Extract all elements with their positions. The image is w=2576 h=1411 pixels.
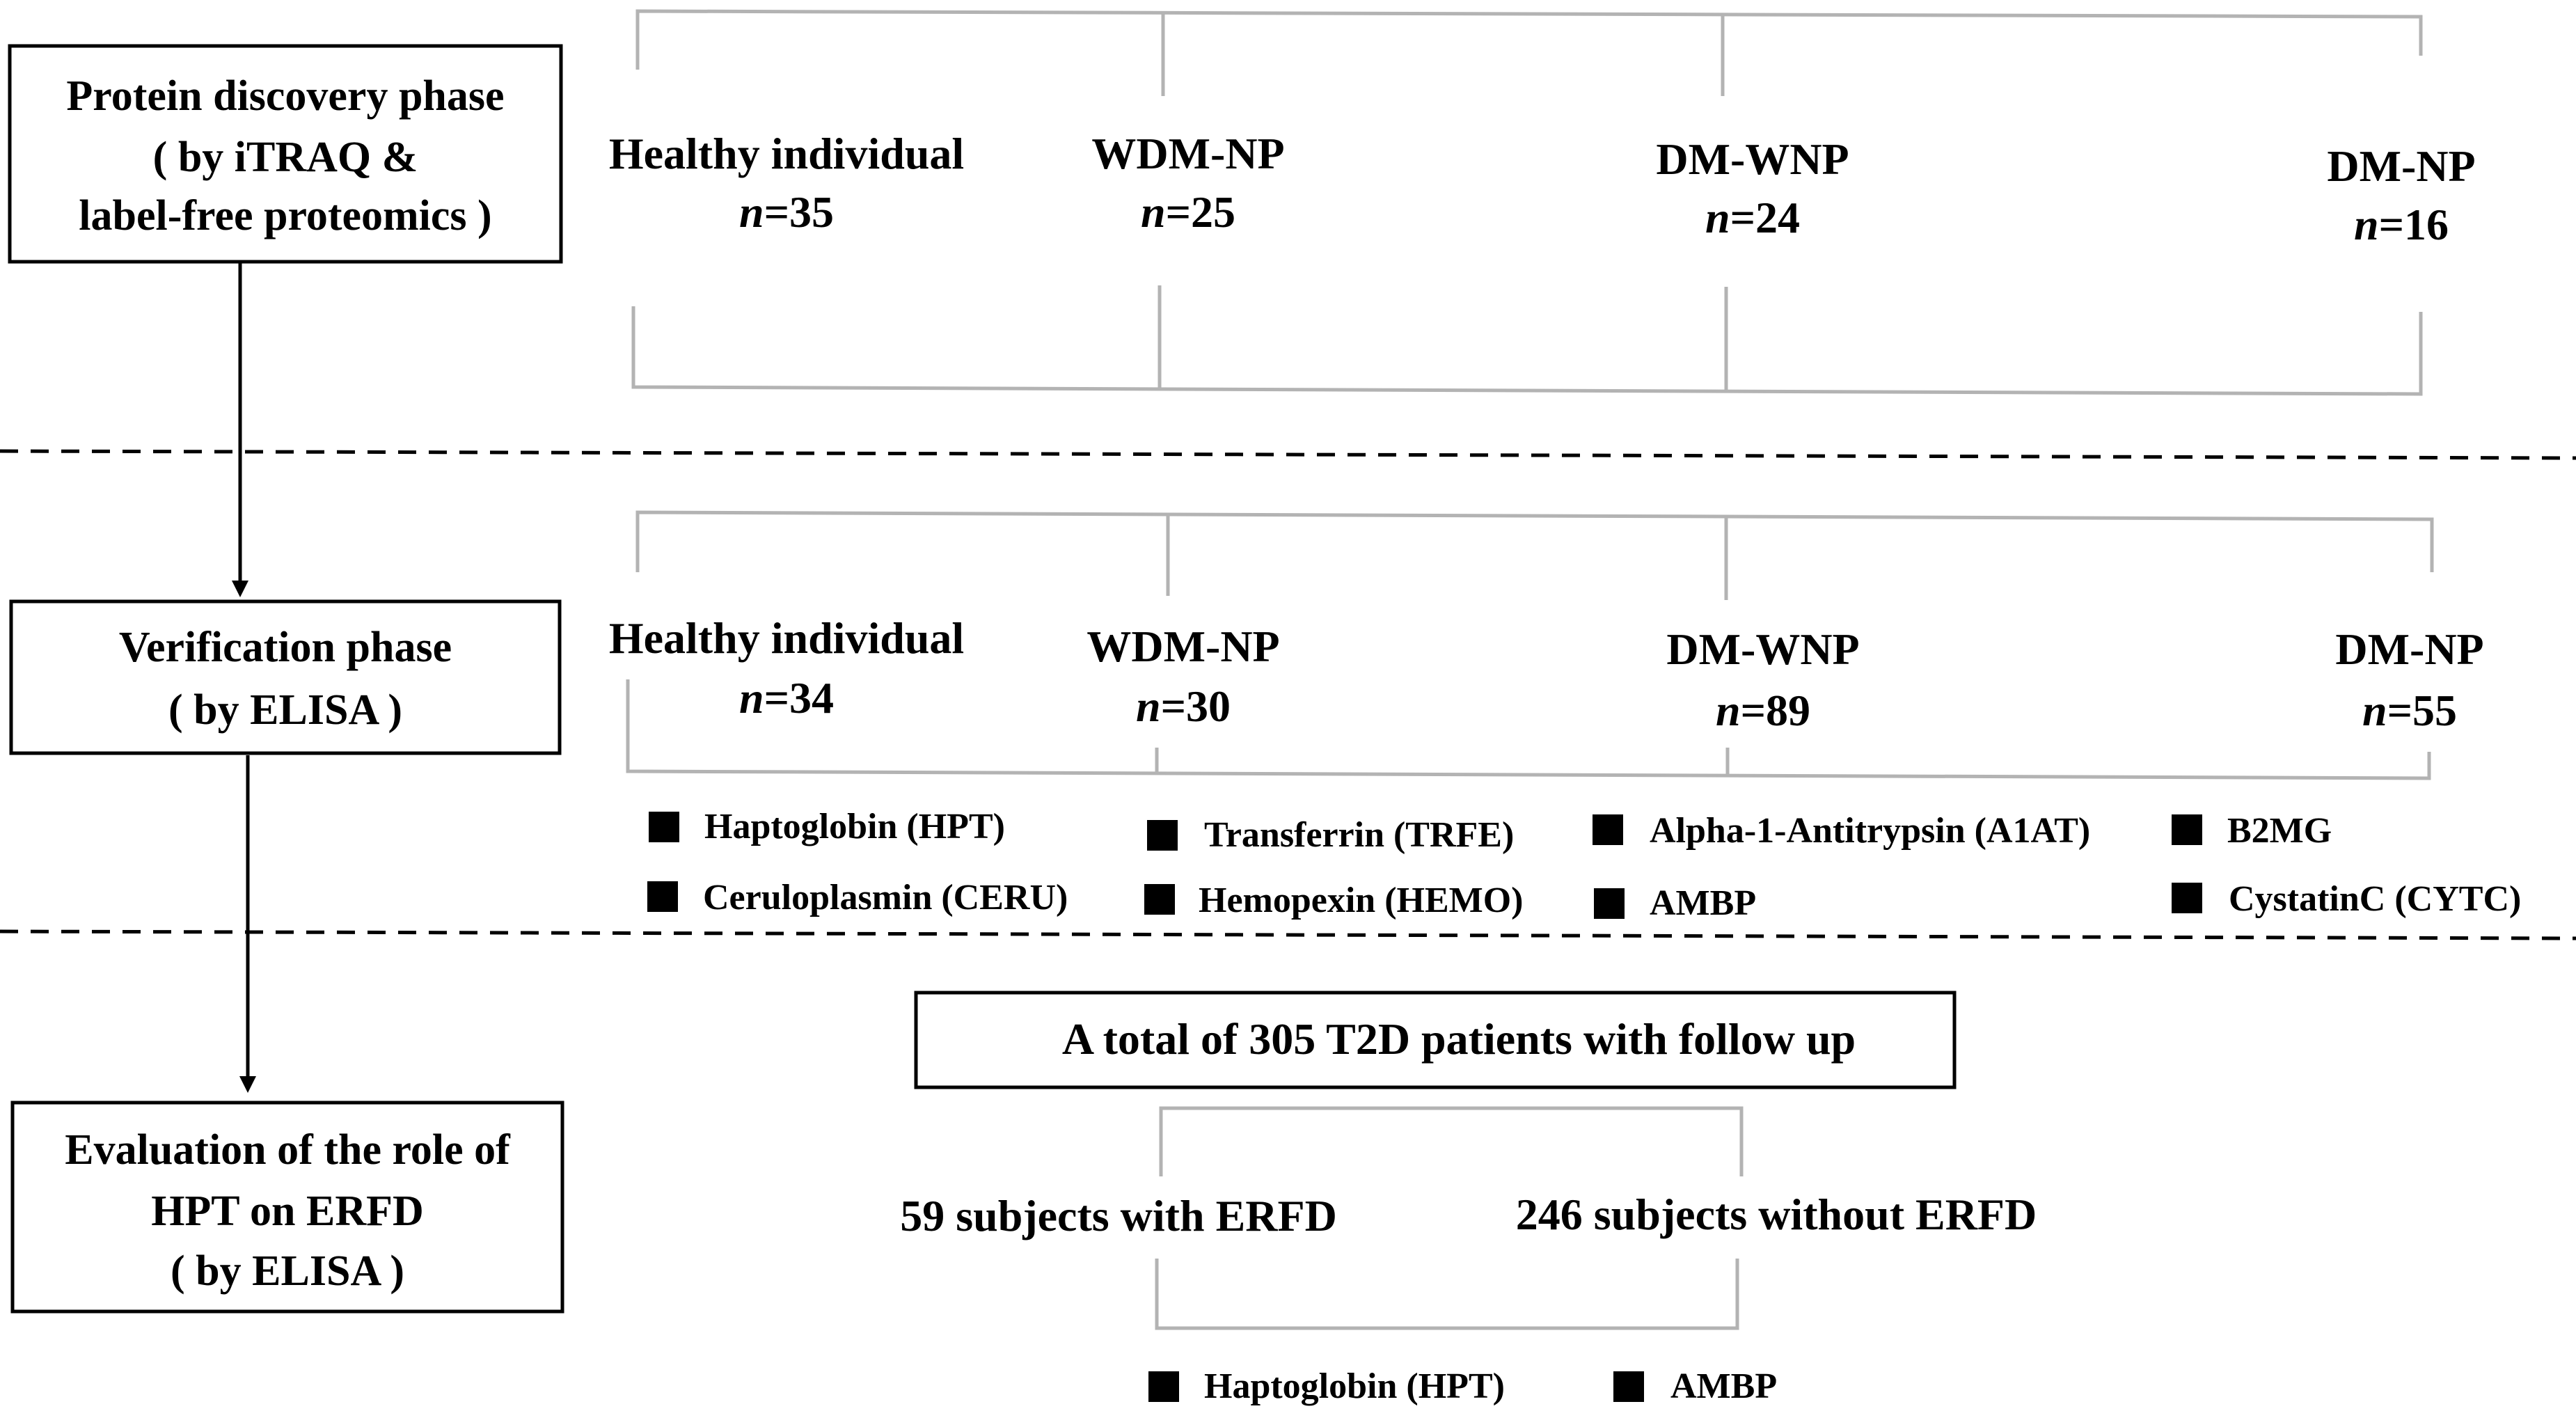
bullet-square-icon [649, 812, 679, 842]
protein-label: Haptoglobin (HPT) [704, 807, 1005, 846]
protein-label: AMBP [1650, 883, 1757, 923]
bullet-square-icon [1147, 820, 1178, 851]
group-n: n=30 [1135, 681, 1231, 731]
group-n: n=55 [2362, 686, 2458, 735]
separator-line-1 [0, 451, 2576, 458]
group-n: n=16 [2353, 200, 2449, 249]
protein-label: CystatinC (CYTC) [2229, 879, 2522, 919]
protein-label: Ceruloplasmin (CERU) [703, 878, 1068, 917]
arrow-discovery-to-verification [232, 263, 248, 597]
discovery-group-dm-wnp [1656, 134, 1849, 242]
group-name: WDM-NP [1086, 622, 1280, 671]
protein-label: Haptoglobin (HPT) [1204, 1366, 1505, 1406]
phase-verification-line1: Verification phase [118, 624, 452, 671]
verification-group-wdm-np [1086, 622, 1279, 731]
with-erfd-label: 59 subjects with ERFD [900, 1191, 1337, 1240]
phase-discovery-line1: Protein discovery phase [66, 72, 505, 120]
phase-discovery-line2: ( by iTRAQ & [152, 134, 418, 181]
bullet-square-icon [2172, 814, 2202, 845]
protein-item-ceru [647, 878, 1068, 917]
protein-item-hpt [1148, 1366, 1505, 1406]
verification-group-healthy [609, 613, 964, 723]
protein-item-ambp [1613, 1366, 1777, 1406]
protein-label: Hemopexin (HEMO) [1199, 881, 1524, 920]
total-patients-box [916, 993, 1954, 1087]
group-name: Healthy individual [608, 613, 965, 663]
bullet-square-icon [1613, 1371, 1644, 1402]
protein-label: Transferrin (TRFE) [1204, 815, 1515, 855]
group-n: n=89 [1715, 686, 1811, 735]
phase-discovery-line3: label-free proteomics ) [79, 192, 492, 239]
phase-evaluation-line3: ( by ELISA ) [171, 1247, 404, 1295]
protein-item-a1at [1593, 811, 2090, 851]
separator-line-2 [0, 931, 2576, 938]
discovery-group-wdm-np [1091, 129, 1284, 237]
phase-evaluation-line2: HPT on ERFD [151, 1188, 424, 1235]
protein-item-trfe [1147, 815, 1514, 855]
phase-box-verification [11, 601, 560, 753]
group-n: n=25 [1140, 187, 1236, 237]
protein-item-hpt [649, 807, 1005, 846]
bullet-square-icon [1594, 888, 1625, 919]
bullet-square-icon [647, 881, 678, 912]
discovery-bracket [633, 11, 2421, 394]
bullet-square-icon [2172, 883, 2202, 913]
phase-box-evaluation [13, 1103, 562, 1311]
phase-verification-line2: ( by ELISA ) [168, 686, 402, 734]
discovery-group-dm-np [2327, 141, 2475, 249]
verification-group-dm-wnp [1666, 624, 1859, 735]
phase-evaluation-line1: Evaluation of the role of [65, 1126, 510, 1174]
arrow-verification-to-evaluation [239, 755, 256, 1093]
protein-item-hemo [1144, 881, 1524, 920]
discovery-group-healthy [609, 129, 964, 237]
protein-label: Alpha-1-Antitrypsin (A1AT) [1650, 811, 2091, 851]
bullet-square-icon [1593, 814, 1623, 845]
bullet-square-icon [1144, 884, 1175, 915]
protein-label: AMBP [1670, 1366, 1778, 1406]
group-name: DM-NP [2327, 141, 2476, 191]
group-n: n=35 [738, 187, 835, 237]
protein-item-ambp [1594, 883, 1756, 923]
total-patients-label: A total of 305 T2D patients with follow up [1061, 1014, 1856, 1064]
group-n: n=34 [738, 673, 835, 723]
verification-protein-list [647, 807, 2521, 923]
protein-item-b2mg [2172, 811, 2332, 851]
phase-box-discovery [10, 46, 561, 262]
evaluation-protein-list [1148, 1366, 1777, 1406]
group-name: WDM-NP [1091, 129, 1285, 178]
bullet-square-icon [1148, 1371, 1179, 1402]
group-name: Healthy individual [608, 129, 965, 178]
protein-label: B2MG [2227, 811, 2332, 851]
protein-item-cytc [2172, 879, 2521, 919]
group-name: DM-NP [2335, 624, 2484, 674]
group-n: n=24 [1705, 193, 1801, 242]
group-name: DM-WNP [1666, 624, 1860, 674]
without-erfd-label: 246 subjects without ERFD [1515, 1190, 2037, 1239]
verification-group-dm-np [2335, 624, 2483, 735]
group-name: DM-WNP [1656, 134, 1849, 184]
